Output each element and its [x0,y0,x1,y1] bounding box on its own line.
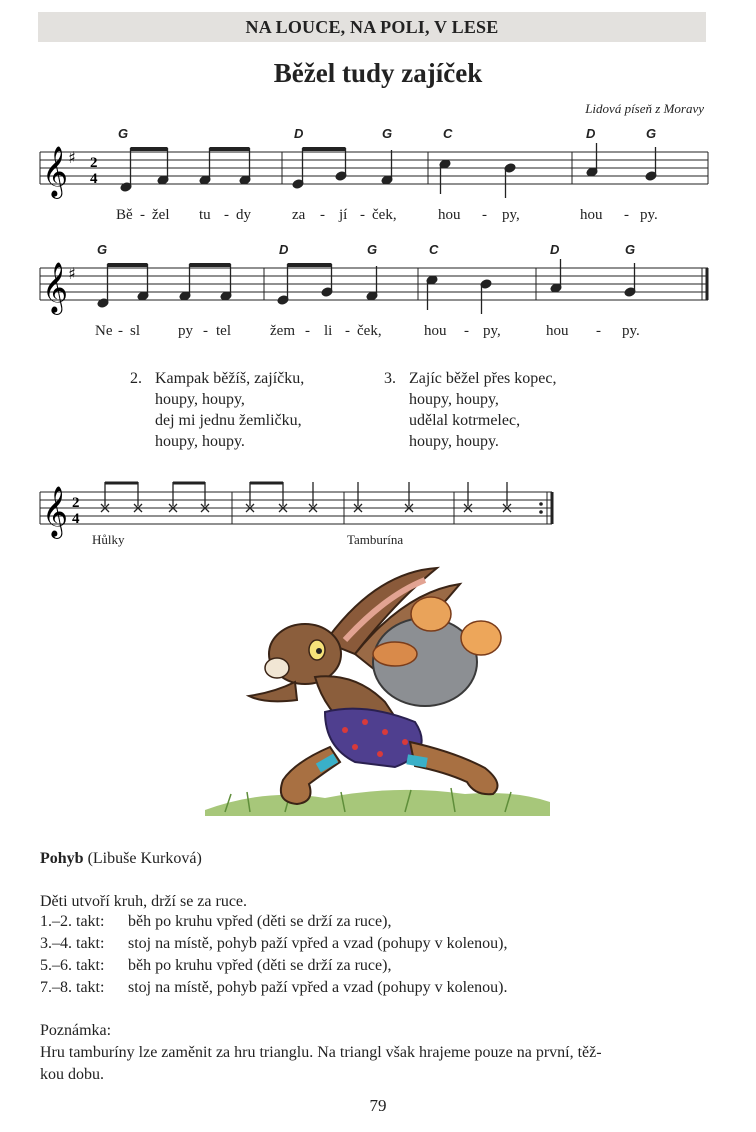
verse-line: dej mi jednu žemličku, [155,412,302,429]
lyric-syllable: Bě [116,207,133,223]
verse-line: udělal kotrmelec, [409,412,521,429]
rhythm-staff [0,0,756,540]
lyric-syllable: za [292,207,306,223]
lyric-syllable: - [482,207,487,223]
lyric-syllable: žel [152,207,170,223]
chord-label: G [646,126,657,141]
lyric-syllable: - [203,323,208,339]
lyric-syllable: sl [130,323,141,339]
step-text: běh po kruhu vpřed (děti se drží za ruce), [128,957,392,974]
lyric-syllable: - [624,207,629,223]
lyric-syllable: - [224,207,229,223]
chord-label: G [625,242,636,257]
lyric-syllable: jí [339,207,348,223]
rhythm-label-sticks: Hůlky [92,532,125,547]
chapter-header-text: NA LOUCE, NA POLI, V LESE [245,16,499,37]
step-label: 7.–8. takt: [40,979,105,996]
svg-text:4: 4 [72,511,80,527]
song-source: Lidová píseň z Moravy [585,101,704,116]
sharp-icon: ♯ [68,264,76,283]
lyric-syllable: žem [270,323,295,339]
treble-clef-icon: 𝄞 [42,146,69,197]
song-title: Běžel tudy zajíček [273,58,483,88]
verse-line: houpy, houpy, [409,391,499,408]
lyric-syllable: py [178,323,193,339]
lyric-syllable: - [596,323,601,339]
lyric-syllable: - [345,323,350,339]
movement-author: (Libuše Kurková) [87,850,202,867]
step-text: stoj na místě, pohyb paží vpřed a vzad (pohupy v kolenou). [128,979,508,996]
page-number: 79 [369,1096,387,1115]
chord-label: D [586,126,596,141]
movement-intro: Děti utvoří kruh, drží se za ruce. [40,893,248,910]
treble-clef-icon: 𝄞 [42,262,69,313]
note-line: kou dobu. [40,1066,104,1083]
verse-line: houpy, houpy, [155,391,245,408]
step-text: běh po kruhu vpřed (děti se drží za ruce), [128,913,392,930]
verse-line: Zajíc běžel přes kopec, [409,370,557,387]
running-bunny-illustration [205,562,555,822]
lyric-syllable: Ne [95,323,113,339]
lyric-syllable: ček, [372,207,397,223]
svg-text:4: 4 [90,171,98,187]
movement-heading [40,848,202,870]
lyric-syllable: py, [502,207,520,223]
repeat-dot-icon [539,502,543,506]
chord-label: G [367,242,378,257]
time-signature: 2 [90,155,98,171]
chord-label: C [443,126,453,141]
lyric-syllable: - [118,323,123,339]
verse-line: houpy, houpy. [409,433,499,450]
sharp-icon: ♯ [68,148,76,167]
lyric-syllable: - [360,207,365,223]
lyric-syllable: - [320,207,325,223]
lyric-syllable: py. [640,207,658,223]
lyric-syllable: - [140,207,145,223]
lyric-syllable: hou [424,323,447,339]
step-label: 5.–6. takt: [40,957,105,974]
verse-line: Kampak běžíš, zajíčku, [155,370,305,387]
verse-number: 2. [130,370,142,387]
chord-label: D [550,242,560,257]
treble-clef-icon: 𝄞 [42,486,69,537]
lyric-syllable: dy [236,207,251,223]
chord-label: G [97,242,108,257]
lyric-syllable: - [464,323,469,339]
note-line: Hru tamburíny lze zaměnit za hru trianglu. Na triangl však hrajeme pouze na první, těž- [40,1044,602,1061]
lyric-syllable: li [324,323,333,339]
lyric-syllable: tel [216,323,231,339]
movement-title: Pohyb [40,850,84,867]
chord-label: D [279,242,289,257]
lyric-syllable: tu [199,207,211,223]
step-text: stoj na místě, pohyb paží vpřed a vzad (pohupy v kolenou), [128,935,508,952]
verse-line: houpy, houpy. [155,433,245,450]
chord-label: G [118,126,129,141]
lyric-syllable: - [305,323,310,339]
chord-label: G [382,126,393,141]
chord-label: C [429,242,439,257]
step-label: 1.–2. takt: [40,913,105,930]
lyric-syllable: py, [483,323,501,339]
note-heading: Poznámka: [40,1022,112,1039]
lyric-syllable: ček, [357,323,382,339]
step-label: 3.–4. takt: [40,935,105,952]
verse-number: 3. [384,370,396,387]
lyric-syllable: py. [622,323,640,339]
lyric-syllable: hou [438,207,461,223]
lyric-syllable: hou [580,207,603,223]
lyric-syllable: hou [546,323,569,339]
time-signature: 2 [72,495,80,511]
rhythm-label-tambourine: Tamburína [347,532,404,547]
chord-label: D [294,126,304,141]
